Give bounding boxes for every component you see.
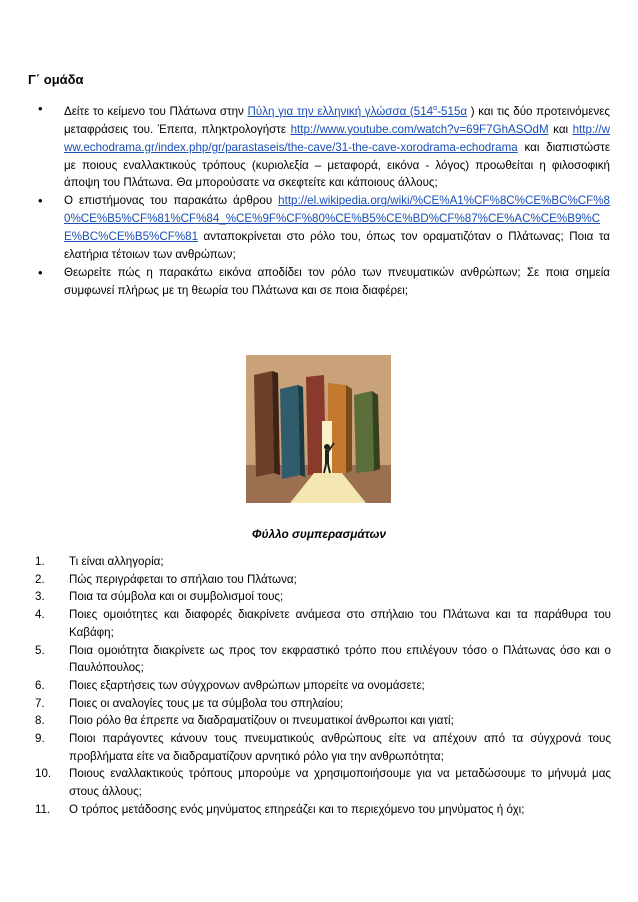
task-item-2 — [38, 192, 610, 264]
link-text-part-2: -515α — [437, 104, 468, 118]
question-item — [35, 730, 611, 765]
question-number: 6. — [35, 678, 45, 692]
greek-language-portal-link[interactable] — [248, 105, 468, 118]
conclusions-sheet-title: Φύλλο συμπερασμάτων — [251, 527, 387, 541]
question-item — [35, 677, 611, 695]
task-item-3: • Θεωρείτε πώς η παρακάτω εικόνα αποδίδει τον ρόλο των πνευματικών ανθρώπων; Σε ποια σημεία συμφωνεί πλήρως με τη θεωρία του Πλάτωνα και σε ποια διαφέρει; — [38, 264, 610, 300]
question-item — [35, 765, 611, 800]
link-superscript: α — [433, 105, 438, 112]
question-number: 4. — [35, 608, 45, 622]
question-number: 7. — [35, 696, 45, 710]
question-number: 10. — [35, 767, 52, 781]
link-text-part: Πύλη για την ελληνική γλώσσα (514 — [247, 104, 434, 118]
question-number: 1. — [35, 555, 45, 568]
question-text: Τι είναι αλληγορία; — [69, 555, 164, 568]
echodrama-link[interactable]: http://www.echodrama.gr/index.php/gr/parastaseis/the-cave/31-the-cave-xorodrama-echodrama — [64, 122, 610, 154]
wikipedia-link[interactable]: http://el.wikipedia.org/wiki/%CE%A1%CF%8C%CE%BC%CF%80%CE%B5%CF%81%CF%84_%CE%9F%CF%80%CE%B5%CE%BD%CF%87%CE%AC%CE%B9%CE%BC%CE%B5%CF%81 — [64, 194, 610, 244]
question-item — [35, 606, 611, 641]
task1-mid-text: ) και τις δύο προτεινόμενες μεταφράσεις του. Έπειτα, πληκτρολογήστε — [64, 104, 610, 136]
question-number: 8. — [35, 714, 45, 728]
question-text: Πώς περιγράφεται το σπήλαιο του Πλάτωνα; — [69, 572, 297, 586]
question-text: Ποια τα σύμβολα και οι συμβολισμοί τους; — [69, 590, 284, 604]
question-number: 11. — [35, 802, 51, 816]
question-item — [35, 553, 611, 571]
task2-post-text: ανταποκρίνεται στο ρόλο του, όπως τον οραματιζόταν ο Πλάτωνας; Ποια τα ελατήρια τέτοιων των ανθρώπων; — [64, 230, 610, 262]
question-item — [35, 571, 611, 589]
question-text: Ποιο ρόλο θα έπρεπε να διαδραματίζουν οι πνευματικοί άνθρωποι και γιατί; — [69, 714, 454, 728]
question-text: Ο τρόπος μετάδοσης ενός μηνύματος επηρεάζει και το περιεχόμενο του μηνύματος ή όχι; — [69, 802, 525, 816]
question-text: Ποια ομοιότητα διακρίνετε ως προς τον εκφραστικό τρόπο που επιλέγουν τόσο ο Πλάτωνας όσο και ο Παυλόπουλος; — [69, 643, 611, 675]
question-item — [35, 695, 611, 713]
task1-post-text: και διαπιστώστε με ποιους εναλλακτικούς τρόπους (κυριολεξία – μεταφορά, εικόνα - λόγος) προωθείται η φιλοσοφική άποψη του Πλάτωνα. Θα μπορούσατε να σκεφτείτε και κάποιους άλλους; — [64, 140, 610, 190]
books-doorway-illustration — [246, 355, 391, 503]
questions-list — [35, 553, 611, 819]
question-number: 3. — [35, 590, 45, 604]
question-item — [35, 712, 611, 730]
question-text: Ποιες ομοιότητες και διαφορές διακρίνετε ανάμεσα στο σπήλαιο του Πλάτωνα και τα παράθυρα του Καβάφη; — [69, 608, 611, 639]
question-text: Ποιοι παράγοντες κάνουν τους πνευματικούς ανθρώπους είτε να απέχουν από τα σύγχρονά τους προβλήματα είτε να διαδραματίζουν αρνητικό ρόλο για την ανθρωπότητα; — [69, 732, 611, 763]
task1-pre-text: Δείτε το κείμενο του Πλάτωνα στην — [64, 104, 248, 118]
question-number: 9. — [35, 732, 45, 746]
question-number: 2. — [35, 572, 45, 586]
youtube-link[interactable]: http://www.youtube.com/watch?v=69F7GhASOdM — [290, 122, 549, 136]
task-list — [38, 100, 610, 300]
question-number: 5. — [35, 643, 45, 657]
task2-pre-text: Ο επιστήμονας του παρακάτω άρθρου — [64, 194, 279, 208]
question-text: Ποιες οι αναλογίες τους με τα σύμβολα του σπηλαίου; — [69, 696, 344, 710]
task1-and-text: και — [548, 122, 573, 136]
question-item — [35, 588, 611, 606]
task-item-1 — [38, 100, 610, 192]
group-heading: Γ΄ ομάδα — [28, 72, 84, 87]
question-item — [35, 801, 611, 819]
question-item — [35, 642, 611, 677]
question-text: Ποιες εξαρτήσεις των σύγχρονων ανθρώπων μπορείτε να ονομάσετε; — [69, 678, 425, 692]
question-text: Ποιους εναλλακτικούς τρόπους μπορούμε να χρησιμοποιήσουμε για να μεταδώσουμε το μήνυμά μας στους άλλους; — [69, 767, 611, 799]
